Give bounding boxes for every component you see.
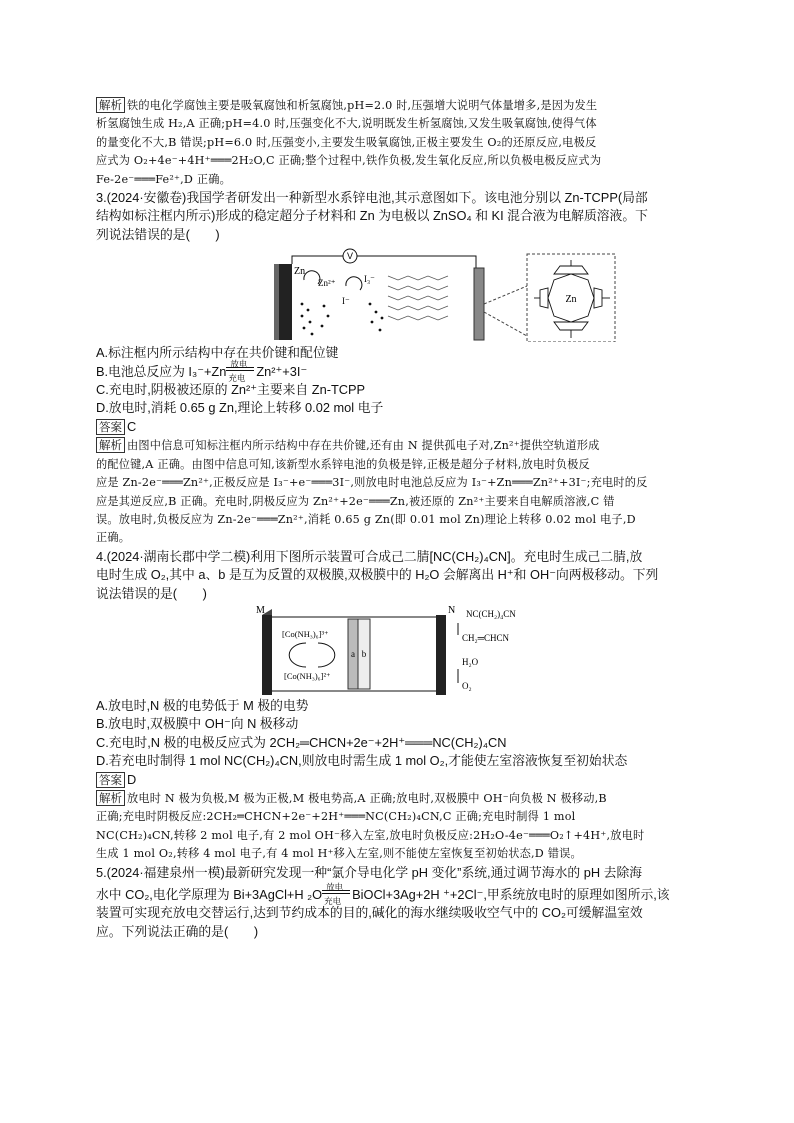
analysis-line: 正确;充电时阴极反应:2CH₂═CHCN+2e⁻+2H⁺═══NC(CH₂)₄CN,C 正确;充电时制得 1 mol [96, 810, 576, 824]
question-5-stem: 水中 CO₂,电化学原理为 Bi+3AgCl+H ₂O 放电 充电 BiOCl+3Ag+2H ⁺+2Cl⁻,甲系统放电时的原理如图所示,该 [96, 882, 670, 906]
document-page [96, 96, 696, 941]
analysis-line: 解析 由图中信息可知标注框内所示结构中存在共价键,还有由 N 提供孤电子对,Zn²⁺提供空轨道形成 [96, 436, 696, 455]
question-3-stem: 3.(2024·安徽卷)我国学者研发出一种新型水系锌电池,其示意图如下。该电池分别以 Zn-TCPP(局部 [96, 190, 648, 206]
oxygen-label: O₂ [462, 680, 472, 691]
analysis-tag: 解析 [96, 790, 125, 806]
analysis-line: 误。放电时,负极反应为 Zn-2e⁻═══Zn²⁺,消耗 0.65 g Zn(即 0.01 mol Zn)理论上转移 0.02 mol 电子,D [96, 512, 636, 526]
membrane-b-label: b [361, 648, 367, 659]
reversible-arrow: 放电 充电 [226, 364, 256, 378]
analysis-line: 正确。 [96, 531, 131, 545]
analysis-tag: 解析 [96, 97, 125, 113]
co3-label: [Co(NH₃)₆]³⁺ [282, 628, 329, 639]
question-3-stem: 列说法错误的是( ) [96, 226, 220, 242]
iodide-label: I⁻ [342, 296, 350, 307]
option-d: D.若充电时制得 1 mol NC(CH₂)₄CN,则放电时需生成 1 mol O₂,才能使左室溶液恢复至初始状态 [96, 753, 628, 769]
question-5-stem: 5.(2024·福建泉州一模)最新研究发现一种“氯介导电化学 pH 变化”系统,通过调节海水的 pH 去除海 [96, 864, 643, 880]
analysis-line: 析氢腐蚀生成 H₂,A 正确;pH=4.0 时,压强变化不大,说明既发生析氢腐蚀,又发生吸氧腐蚀,使得气体 [96, 117, 597, 131]
option-b: B.电池总反应为 I₃⁻+Zn 放电 充电 Zn²⁺+3I⁻ [96, 358, 308, 383]
analysis-line: NC(CH₂)₄CN,转移 2 mol 电子,有 2 mol OH⁻移入左室,放电时负极反应:2H₂O-4e⁻═══O₂↑+4H⁺,放电时 [96, 828, 645, 842]
option-c: C.充电时,阴极被还原的 Zn²⁺主要来自 Zn-TCPP [96, 382, 366, 398]
porphyrin-zn-label: Zn [565, 294, 577, 306]
reversible-arrow: 放电 充电 [322, 887, 352, 901]
question-5-stem: 应。下列说法正确的是( ) [96, 923, 259, 939]
analysis-line: 生成 1 mol O₂,转移 4 mol 电子,有 4 mol H⁺移入左室,则不能使左室恢复至初始状态,D 错误。 [96, 847, 582, 861]
analysis-line: 应是其逆反应,B 正确。充电时,阴极反应为 Zn²⁺+2e⁻═══Zn,被还原的 Zn²⁺主要来自电解质溶液,C 错 [96, 494, 615, 508]
analysis-tag: 解析 [96, 437, 125, 453]
question-4-stem: 说法错误的是( ) [96, 585, 207, 601]
question-4-stem: 4.(2024·湖南长郡中学二模)利用下图所示装置可合成己二腈[NC(CH₂)₄CN]。充电时生成己二腈,放 [96, 548, 643, 564]
acrylonitrile-label: CH₂═CHCN [462, 632, 510, 643]
analysis-line: 的量变化不大,B 错误;pH=6.0 时,压强变小,主要发生吸氧腐蚀,正极主要发生 O₂的还原反应,电极反 [96, 135, 597, 149]
option-a: A.放电时,N 极的电势低于 M 极的电势 [96, 697, 309, 713]
analysis-line: Fe-2e⁻═══Fe²⁺,D 正确。 [96, 172, 232, 186]
zn-label: Zn [294, 266, 306, 278]
answer-tag: 答案 [96, 419, 125, 435]
n-electrode-label: N [448, 604, 456, 616]
option-c: C.充电时,N 极的电极反应式为 2CH₂═CHCN+2e⁻+2H⁺═══NC(CH₂)₄CN [96, 734, 507, 750]
option-b: B.放电时,双极膜中 OH⁻向 N 极移动 [96, 716, 299, 732]
adiponitrile-cell-diagram [96, 605, 696, 695]
co2-label: [Co(NH₃)₆]²⁺ [284, 670, 331, 681]
adiponitrile-cell-figure [96, 605, 696, 695]
question-5-stem: 装置可实现充放电交替运行,达到节约成本的目的,碱化的海水继续吸收空气中的 CO₂可缓解温室效 [96, 905, 643, 921]
option-d: D.放电时,消耗 0.65 g Zn,理论上转移 0.02 mol 电子 [96, 400, 384, 416]
answer-line: 答案 D [96, 771, 696, 789]
m-electrode-label: M [256, 604, 265, 616]
voltmeter-label: V [346, 251, 354, 262]
analysis-line: 解析 铁的电化学腐蚀主要是吸氧腐蚀和析氢腐蚀,pH=2.0 时,压强增大说明气体量增多,是因为发生 [96, 96, 696, 115]
answer-line: 答案 C [96, 418, 696, 436]
option-a: A.标注框内所示结构中存在共价键和配位键 [96, 345, 339, 361]
answer-tag: 答案 [96, 772, 125, 788]
analysis-line: 应是 Zn-2e⁻═══Zn²⁺,正极反应是 I₃⁻+e⁻═══3I⁻,则放电时电池总反应为 I₃⁻+Zn═══Zn²⁺+3I⁻;充电时的反 [96, 476, 648, 490]
zn2-label: Zn²⁺ [318, 278, 336, 289]
adiponitrile-label: NC(CH₂)₄CN [466, 608, 516, 619]
triiodide-label: I₃⁻ [364, 274, 375, 285]
analysis-line: 的配位键,A 正确。由图中信息可知,该新型水系锌电池的负极是锌,正极是超分子材料,放电时负极反 [96, 457, 590, 471]
zinc-battery-diagram [96, 246, 696, 342]
question-4-stem: 电时生成 O₂,其中 a、b 是互为反置的双极膜,双极膜中的 H₂O 会解离出 H⁺和 OH⁻向两极移动。下列 [96, 567, 659, 583]
zinc-battery-figure [96, 246, 696, 342]
water-label: H₂O [462, 656, 479, 667]
analysis-line: 解析 放电时 N 极为负极,M 极为正极,M 极电势高,A 正确;放电时,双极膜中 OH⁻向负极 N 极移动,B [96, 789, 696, 808]
membrane-a-label: a [351, 648, 355, 659]
question-3-stem: 结构如标注框内所示)形成的稳定超分子材料和 Zn 为电极以 ZnSO₄ 和 KI 混合液为电解质溶液。下 [96, 208, 648, 224]
analysis-line: 应式为 O₂+4e⁻+4H⁺═══2H₂O,C 正确;整个过程中,铁作负极,发生氧化反应,所以负极电极反应式为 [96, 154, 602, 168]
